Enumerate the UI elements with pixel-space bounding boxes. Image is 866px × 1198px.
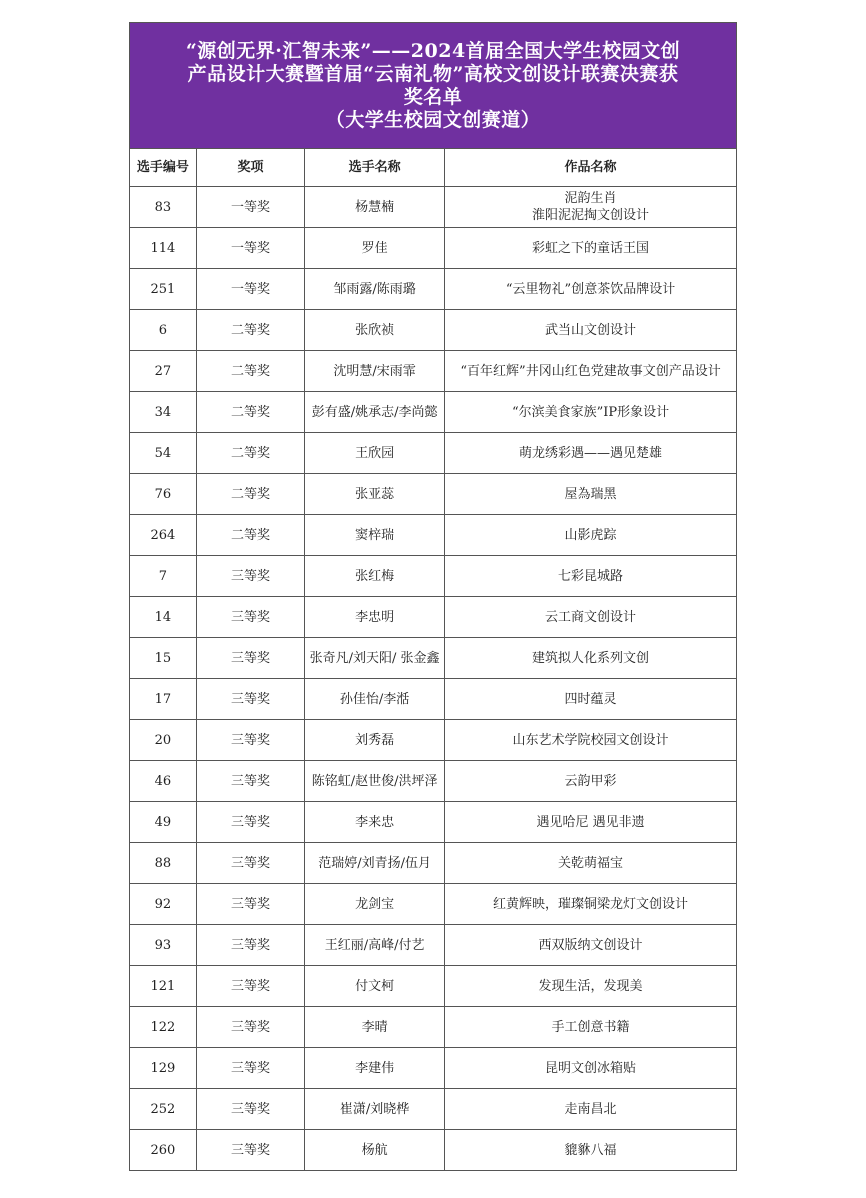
cell-work: 七彩昆城路 (445, 556, 737, 597)
cell-id: 46 (130, 761, 197, 802)
cell-work: 昆明文创冰箱贴 (445, 1048, 737, 1089)
cell-name: 罗佳 (305, 228, 445, 269)
cell-name: 龙剑宝 (305, 884, 445, 925)
cell-name: 刘秀磊 (305, 720, 445, 761)
table-row (130, 556, 737, 597)
cell-id: 92 (130, 884, 197, 925)
table-row (130, 1048, 737, 1089)
table-row (130, 884, 737, 925)
cell-award: 三等奖 (196, 597, 304, 638)
cell-id: 114 (130, 228, 197, 269)
table-row (130, 187, 737, 228)
cell-work: 手工创意书籍 (445, 1007, 737, 1048)
cell-award: 三等奖 (196, 884, 304, 925)
table-row (130, 474, 737, 515)
cell-name: 窦梓瑞 (305, 515, 445, 556)
cell-name: 邹雨露/陈雨璐 (305, 269, 445, 310)
table-row (130, 228, 737, 269)
cell-id: 121 (130, 966, 197, 1007)
cell-name: 张欣祯 (305, 310, 445, 351)
cell-id: 17 (130, 679, 197, 720)
cell-name: 李来忠 (305, 802, 445, 843)
cell-work: 山影虎踪 (445, 515, 737, 556)
cell-work: “云里物礼”创意茶饮品牌设计 (445, 269, 737, 310)
table-row (130, 638, 737, 679)
header-name: 选手名称 (305, 149, 445, 187)
cell-work: 萌龙绣彩遇——遇见楚雄 (445, 433, 737, 474)
cell-id: 260 (130, 1130, 197, 1171)
cell-name: 李建伟 (305, 1048, 445, 1089)
table-row (130, 351, 737, 392)
award-table (129, 22, 737, 1171)
cell-id: 20 (130, 720, 197, 761)
cell-id: 264 (130, 515, 197, 556)
cell-name: 付文柯 (305, 966, 445, 1007)
cell-id: 252 (130, 1089, 197, 1130)
cell-name: 杨航 (305, 1130, 445, 1171)
cell-name: 范瑞婷/刘青扬/伍月 (305, 843, 445, 884)
table-row (130, 1089, 737, 1130)
cell-work: 貔貅八福 (445, 1130, 737, 1171)
cell-award: 一等奖 (196, 187, 304, 228)
document-title (130, 23, 737, 149)
table-row (130, 310, 737, 351)
cell-id: 251 (130, 269, 197, 310)
cell-award: 二等奖 (196, 474, 304, 515)
cell-work: 发现生活，发现美 (445, 966, 737, 1007)
cell-id: 76 (130, 474, 197, 515)
table-row (130, 761, 737, 802)
cell-work: 红黄辉映，璀璨铜梁龙灯文创设计 (445, 884, 737, 925)
header-work: 作品名称 (445, 149, 737, 187)
cell-name: 彭有盛/姚承志/李尚懿 (305, 392, 445, 433)
table-row (130, 1007, 737, 1048)
cell-id: 49 (130, 802, 197, 843)
title-line-1: “源创无界·汇智未来”——2024首届全国大学生校园文创 (185, 39, 681, 62)
table-row (130, 802, 737, 843)
cell-award: 三等奖 (196, 1048, 304, 1089)
cell-work: 遇见哈尼 遇见非遗 (445, 802, 737, 843)
cell-award: 一等奖 (196, 269, 304, 310)
table-row (130, 966, 737, 1007)
cell-name: 王欣园 (305, 433, 445, 474)
cell-work: “百年红辉”井冈山红色党建故事文创产品设计 (445, 351, 737, 392)
cell-work: 云韵甲彩 (445, 761, 737, 802)
cell-name: 李忠明 (305, 597, 445, 638)
cell-name: 王红丽/高峰/付艺 (305, 925, 445, 966)
cell-work: 武当山文创设计 (445, 310, 737, 351)
cell-id: 54 (130, 433, 197, 474)
cell-id: 93 (130, 925, 197, 966)
cell-work: 彩虹之下的童话王国 (445, 228, 737, 269)
cell-id: 14 (130, 597, 197, 638)
cell-work: 西双版纳文创设计 (445, 925, 737, 966)
cell-work: “尔滨美食家族”IP形象设计 (445, 392, 737, 433)
cell-work: 关乾萌福宝 (445, 843, 737, 884)
cell-id: 83 (130, 187, 197, 228)
cell-name: 沈明慧/宋雨霏 (305, 351, 445, 392)
cell-name: 李晴 (305, 1007, 445, 1048)
table-body (130, 187, 737, 1171)
cell-award: 三等奖 (196, 1007, 304, 1048)
cell-id: 7 (130, 556, 197, 597)
cell-id: 15 (130, 638, 197, 679)
cell-name: 崔潇/刘晓桦 (305, 1089, 445, 1130)
cell-name: 张亚蕊 (305, 474, 445, 515)
title-line-3: 奖名单 (403, 85, 463, 108)
table-row (130, 597, 737, 638)
cell-id: 122 (130, 1007, 197, 1048)
cell-id: 34 (130, 392, 197, 433)
cell-award: 一等奖 (196, 228, 304, 269)
cell-work: 泥韵生肖 淮阳泥泥掏文创设计 (445, 187, 737, 228)
cell-work: 山东艺术学院校园文创设计 (445, 720, 737, 761)
table-row (130, 515, 737, 556)
cell-award: 三等奖 (196, 1089, 304, 1130)
table-row (130, 1130, 737, 1171)
cell-award: 三等奖 (196, 556, 304, 597)
cell-award: 三等奖 (196, 843, 304, 884)
cell-work: 走南昌北 (445, 1089, 737, 1130)
cell-award: 三等奖 (196, 679, 304, 720)
cell-name: 孙佳怡/李湉 (305, 679, 445, 720)
table-row (130, 392, 737, 433)
cell-name: 杨慧楠 (305, 187, 445, 228)
cell-award: 二等奖 (196, 310, 304, 351)
table-row (130, 843, 737, 884)
cell-award: 三等奖 (196, 761, 304, 802)
cell-name: 张奇凡/刘天阳/ 张金鑫 (305, 638, 445, 679)
cell-id: 6 (130, 310, 197, 351)
cell-work: 屋為瑞黑 (445, 474, 737, 515)
title-line-4: （大学生校园文创赛道） (325, 108, 541, 131)
cell-award: 二等奖 (196, 515, 304, 556)
cell-award: 二等奖 (196, 351, 304, 392)
cell-award: 三等奖 (196, 638, 304, 679)
cell-name: 陈铭虹/赵世俊/洪坪泽 (305, 761, 445, 802)
cell-award: 三等奖 (196, 802, 304, 843)
table-header (130, 149, 737, 187)
cell-award: 三等奖 (196, 720, 304, 761)
cell-work: 云工商文创设计 (445, 597, 737, 638)
cell-work: 四时蕴灵 (445, 679, 737, 720)
cell-id: 129 (130, 1048, 197, 1089)
cell-id: 27 (130, 351, 197, 392)
header-id: 选手编号 (130, 149, 197, 187)
table-row (130, 925, 737, 966)
cell-id: 88 (130, 843, 197, 884)
cell-award: 三等奖 (196, 966, 304, 1007)
cell-award: 二等奖 (196, 433, 304, 474)
table-row (130, 679, 737, 720)
table-row (130, 269, 737, 310)
cell-award: 三等奖 (196, 925, 304, 966)
cell-award: 三等奖 (196, 1130, 304, 1171)
cell-work: 建筑拟人化系列文创 (445, 638, 737, 679)
title-line-2: 产品设计大赛暨首届“云南礼物”高校文创设计联赛决赛获 (187, 62, 679, 85)
cell-award: 二等奖 (196, 392, 304, 433)
header-award: 奖项 (196, 149, 304, 187)
cell-name: 张红梅 (305, 556, 445, 597)
table-row (130, 720, 737, 761)
table-row (130, 433, 737, 474)
